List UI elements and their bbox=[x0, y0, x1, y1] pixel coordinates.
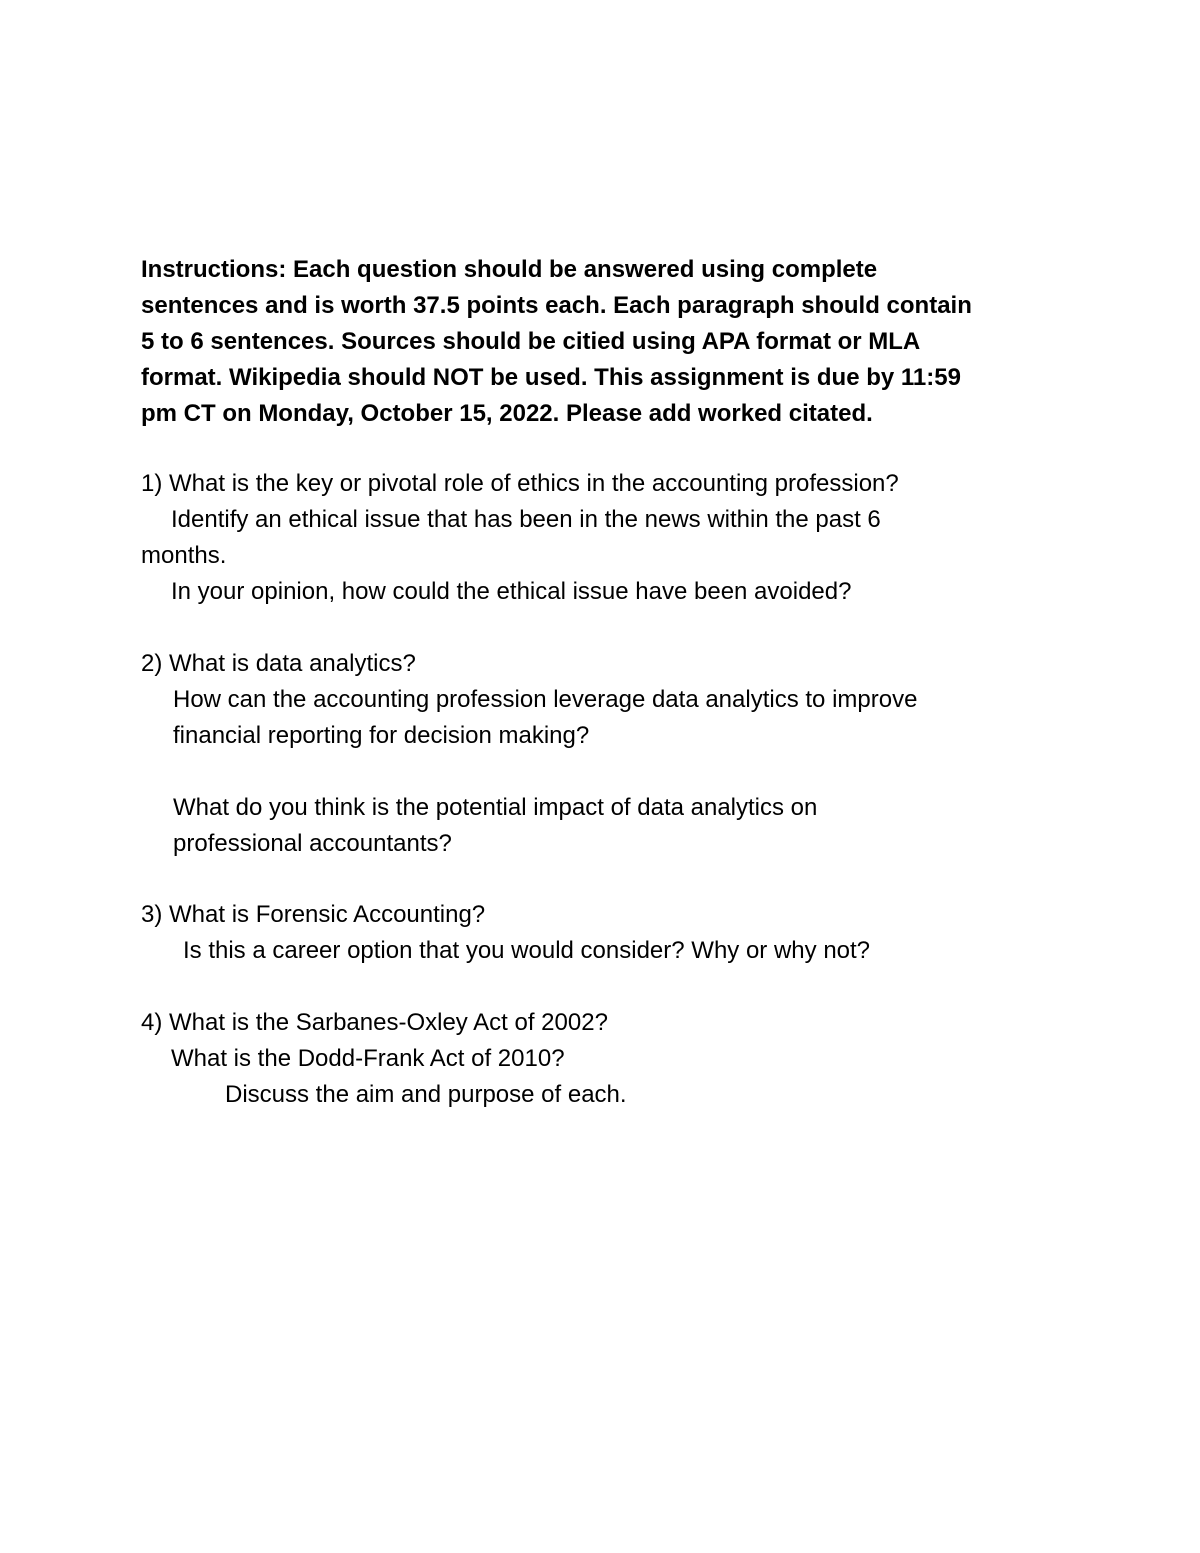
question-1-sub-a-continued: months. bbox=[141, 542, 227, 569]
question-3 bbox=[141, 897, 870, 969]
question-2-sub-b-continued: professional accountants? bbox=[173, 830, 452, 857]
instructions-line: Instructions: Each question should be answered using complete bbox=[141, 256, 878, 283]
instructions-line: 5 to 6 sentences. Sources should be citied using APA format or MLA bbox=[141, 328, 921, 355]
question-2-sub-b: What do you think is the potential impact of data analytics on bbox=[173, 794, 818, 821]
question-4-text: 4) What is the Sarbanes-Oxley Act of 2002? bbox=[141, 1009, 608, 1036]
question-4 bbox=[141, 1005, 627, 1113]
question-3-sub-a: Is this a career option that you would consider? Why or why not? bbox=[183, 937, 871, 964]
blank-line bbox=[141, 754, 917, 790]
question-2-text: 2) What is data analytics? bbox=[141, 650, 416, 677]
instructions-line: pm CT on Monday, October 15, 2022. Please add worked citated. bbox=[141, 400, 873, 427]
question-2-sub-a-continued: financial reporting for decision making? bbox=[173, 722, 590, 749]
question-1-text: 1) What is the key or pivotal role of ethics in the accounting profession? bbox=[141, 470, 899, 497]
question-1 bbox=[141, 466, 899, 610]
instructions-paragraph bbox=[141, 252, 1071, 432]
instructions-line: sentences and is worth 37.5 points each. Each paragraph should contain bbox=[141, 292, 972, 319]
question-4-sub-b: Discuss the aim and purpose of each. bbox=[225, 1081, 627, 1108]
question-4-sub-a: What is the Dodd-Frank Act of 2010? bbox=[171, 1045, 565, 1072]
question-2 bbox=[141, 646, 917, 862]
question-3-text: 3) What is Forensic Accounting? bbox=[141, 901, 486, 928]
instructions-line: format. Wikipedia should NOT be used. This assignment is due by 11:59 bbox=[141, 364, 961, 391]
question-2-sub-a: How can the accounting profession leverage data analytics to improve bbox=[173, 686, 918, 713]
question-1-sub-b: In your opinion, how could the ethical issue have been avoided? bbox=[171, 578, 852, 605]
question-1-sub-a: Identify an ethical issue that has been in the news within the past 6 bbox=[171, 506, 881, 533]
